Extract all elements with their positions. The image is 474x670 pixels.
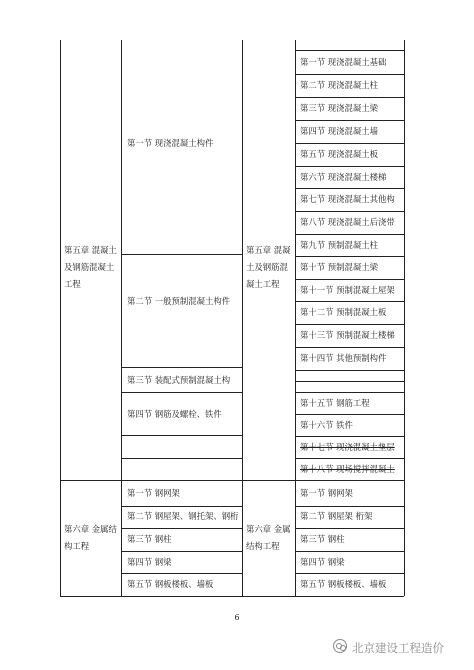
row-divider: [121, 254, 242, 255]
row-divider: [295, 166, 404, 167]
row-divider: [295, 458, 404, 459]
left-ch6-section-1: 第一节 钢网架: [127, 488, 180, 498]
row-divider: [295, 301, 404, 302]
right-ch6-section-3: 第三节 钢柱: [300, 534, 345, 544]
wechat-icon: [333, 639, 347, 653]
row-divider: [121, 551, 242, 552]
row-divider: [295, 370, 404, 371]
right-ch6-section-1: 第一节 钢网架: [300, 488, 353, 498]
left-ch6-section-5: 第五节 钢板楼板、墙板: [127, 579, 214, 589]
row-divider: [295, 211, 404, 212]
row-divider: [295, 188, 404, 189]
row-divider: [121, 392, 242, 393]
right-ch5-section-14: 第十四节 其他预制构件: [300, 353, 387, 363]
row-divider: [121, 367, 242, 368]
left-ch6-section-4: 第四节 钢梁: [127, 557, 172, 567]
column-divider: [295, 40, 296, 596]
right-ch6-section-4: 第四节 钢梁: [300, 557, 345, 567]
left-chapter-6: 第六章 金属结构工程: [64, 524, 117, 551]
chapter-divider: [60, 480, 242, 481]
table-border-left: [60, 40, 61, 596]
right-ch6-section-5: 第五节 钢板楼板、墙板: [300, 579, 387, 589]
right-ch5-section-4: 第四节 现浇混凝土墙: [300, 126, 379, 136]
row-divider: [121, 458, 242, 459]
row-divider: [121, 506, 242, 507]
right-ch5-section-11: 第十一节 预制混凝土屋架: [300, 285, 395, 295]
row-divider: [295, 381, 404, 382]
right-ch5-section-17: 第十七节 现浇混凝土垫层: [300, 442, 395, 452]
right-ch5-section-16: 第十六节 铁件: [300, 420, 353, 430]
table-border-right: [404, 40, 405, 596]
row-divider: [295, 392, 404, 393]
right-ch5-section-9: 第九节 预制混凝土柱: [300, 240, 379, 250]
row-divider: [295, 143, 404, 144]
left-ch5-section-3: 第三节 装配式预制混凝土构: [127, 375, 231, 385]
right-ch5-section-8: 第八节 现浇混凝土后浇带: [300, 217, 395, 227]
watermark-text: 北京建设工程造价: [352, 641, 444, 655]
right-chapter-5: 第五章 混凝土及钢筋混凝土工程: [246, 245, 291, 289]
row-divider: [295, 50, 404, 51]
right-ch6-section-2: 第二节 钢屋架 桁架: [300, 511, 373, 521]
right-ch5-section-6: 第六节 现浇混凝土楼梯: [300, 172, 387, 182]
right-ch5-section-18: 第十八节 现场搅拌混凝土: [300, 464, 395, 474]
column-divider: [121, 40, 122, 596]
row-divider: [295, 347, 404, 348]
right-ch5-section-5: 第五节 现浇混凝土板: [300, 149, 379, 159]
row-divider: [121, 528, 242, 529]
right-ch5-section-13: 第十三节 预制混凝土楼梯: [300, 330, 395, 340]
row-divider: [295, 74, 404, 75]
left-ch5-section-2: 第二节 一般预制混凝土构件: [127, 296, 231, 306]
row-divider: [295, 234, 404, 235]
row-divider: [121, 573, 242, 574]
left-ch6-section-3: 第三节 钢柱: [127, 534, 172, 544]
row-divider: [295, 256, 404, 257]
row-divider: [295, 506, 404, 507]
right-ch5-section-1: 第一节 现浇混凝土基础: [300, 57, 387, 67]
left-ch5-section-4: 第四节 钢筋及螺栓、铁件: [127, 409, 222, 419]
row-divider: [295, 414, 404, 415]
chapter-divider: [242, 480, 404, 481]
left-chapter-5: 第五章 混凝土及钢筋混凝土工程: [64, 245, 117, 289]
page-number: 6: [234, 613, 240, 622]
row-divider: [295, 551, 404, 552]
right-ch5-section-12: 第十二节 预制混凝土板: [300, 307, 387, 317]
right-ch5-section-7: 第七节 现浇混凝土其他构: [300, 194, 395, 204]
right-ch5-section-10: 第十节 预制混凝土梁: [300, 262, 379, 272]
row-divider: [295, 97, 404, 98]
column-divider: [242, 40, 243, 596]
row-divider: [295, 528, 404, 529]
right-chapter-6: 第六章 金属结构工程: [246, 524, 291, 551]
row-divider: [295, 279, 404, 280]
left-ch5-section-1: 第一节 现浇混凝土构件: [127, 138, 214, 148]
row-divider: [295, 573, 404, 574]
row-divider: [295, 436, 404, 437]
table-border-bottom: [242, 596, 404, 597]
left-ch6-section-2: 第二节 钢屋架、钢托架、钢桁: [127, 511, 239, 521]
row-divider: [295, 120, 404, 121]
right-ch5-section-2: 第二节 现浇混凝土柱: [300, 80, 379, 90]
right-ch5-section-15: 第十五节 钢筋工程: [300, 398, 370, 408]
row-divider: [121, 435, 242, 436]
table-border-bottom: [60, 596, 242, 597]
right-ch5-section-3: 第三节 现浇混凝土梁: [300, 103, 379, 113]
row-divider: [295, 324, 404, 325]
